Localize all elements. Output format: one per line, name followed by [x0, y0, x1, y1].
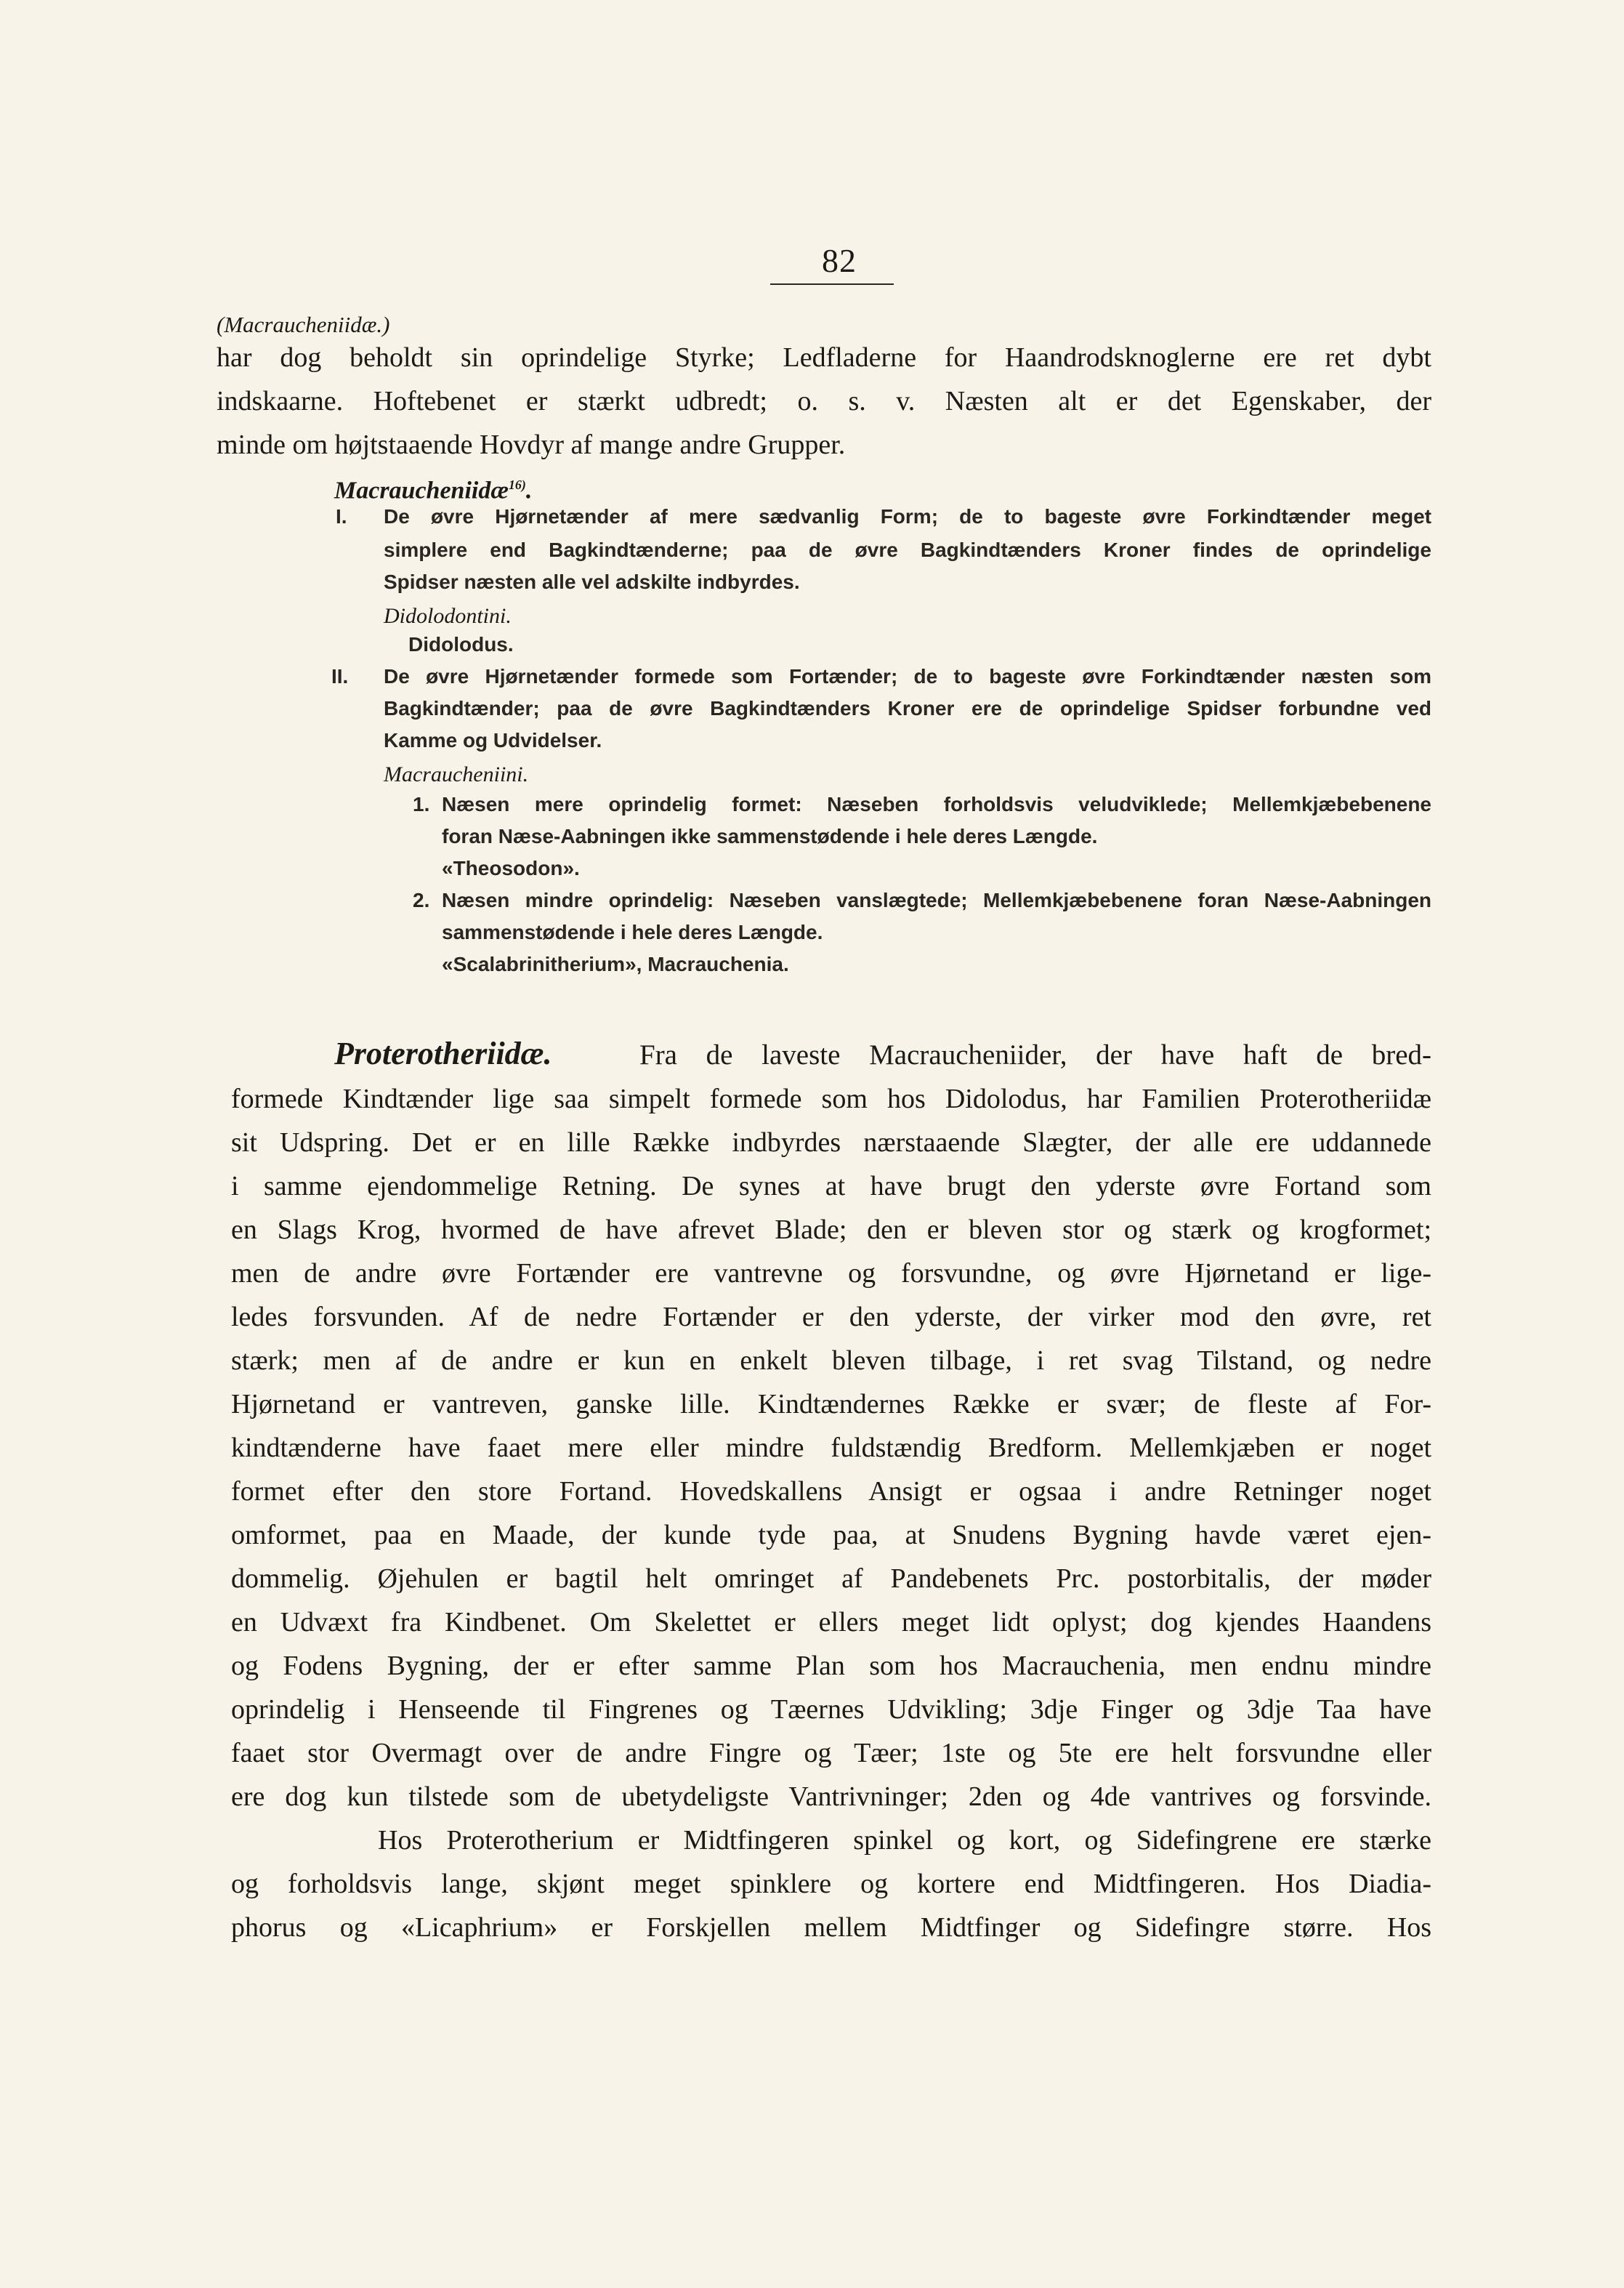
proto-line-19: Hos Proterotherium er Midtfingeren spinkel og kort, og Sidefingrene ere stærke: [378, 1825, 1431, 1856]
proto-line-1: Fra de laveste Macraucheniider, der have haft de bred-: [639, 1039, 1431, 1071]
page-number-rule: [770, 283, 894, 285]
sub1-line-1: Næsen mere oprindelig formet: Næseben forholdsvis veludviklede; Mellemkjæbebenene: [442, 793, 1431, 815]
footnote-marker: 16): [508, 478, 526, 492]
sub2-line-1: Næsen mindre oprindelig: Næseben vanslægtede; Mellemkjæbebenene foran Næse-Aabningen: [442, 889, 1431, 911]
proto-line-21: phorus og «Licaphrium» er Forskjellen mellem Midtfinger og Sidefingre større. Hos: [231, 1912, 1431, 1943]
proto-line-15: og Fodens Bygning, der er efter samme Plan som hos Macrauchenia, men endnu mindre: [231, 1651, 1431, 1681]
proto-line-2: formede Kindtænder lige saa simpelt formede som hos Didolodus, har Familien Proterotheriidæ: [231, 1084, 1431, 1114]
proto-line-18: ere dog kun tilstede som de ubetydeligste Vantrivninger; 2den og 4de vantrives og forsvinde.: [231, 1781, 1431, 1812]
group-ii-line-3: Kamme og Udvidelser.: [384, 729, 602, 752]
family-heading: Macraucheniidæ$^{16)}$.: [334, 477, 533, 504]
proterotheriidae-heading: Proterotheriidæ.: [334, 1036, 552, 1071]
proto-line-4: i samme ejendommelige Retning. De synes at have brugt den yderste øvre Fortand som: [231, 1171, 1431, 1201]
sub1-line-2: foran Næse-Aabningen ikke sammenstødende i hele deres Længde.: [442, 825, 1098, 847]
intro-line-1: har dog beholdt sin oprindelige Styrke; Ledfladerne for Haandrodsknoglerne ere ret dybt: [217, 342, 1431, 373]
group-i-line-2: simplere end Bagkindtænderne; paa de øvre Bagkindtænders Kroner findes de oprindelige: [384, 539, 1431, 561]
proto-line-6: men de andre øvre Fortænder ere vantrevne og forsvundne, og øvre Hjørnetand er lige-: [231, 1258, 1431, 1289]
proto-line-10: kindtænderne have faaet mere eller mindre fuldstændig Bredform. Mellemkjæben er noget: [231, 1433, 1431, 1463]
proto-line-16: oprindelig i Henseende til Fingrenes og Tæernes Udvikling; 3dje Finger og 3dje Taa have: [231, 1694, 1431, 1725]
proto-line-13: dommelig. Øjehulen er bagtil helt omringet af Pandebenets Prc. postorbitalis, der møder: [231, 1563, 1431, 1594]
sub2-number: 2.: [413, 889, 430, 911]
proto-line-11: formet efter den store Fortand. Hovedskallens Ansigt er ogsaa i andre Retninger noget: [231, 1476, 1431, 1507]
proto-line-12: omformet, paa en Maade, der kunde tyde paa, at Snudens Bygning havde været ejen-: [231, 1520, 1431, 1550]
group-ii-numeral: II.: [331, 665, 349, 688]
tribe-didolodontini: Didolodontini.: [384, 604, 512, 628]
proto-line-7: ledes forsvunden. Af de nedre Fortænder er den yderste, der virker mod den øvre, ret: [231, 1302, 1431, 1332]
intro-line-3: minde om højtstaaende Hovdyr af mange andre Grupper.: [217, 430, 846, 460]
group-ii-line-1: De øvre Hjørnetænder formede som Fortænder; de to bageste øvre Forkindtænder næsten som: [384, 665, 1431, 688]
page-number: 82: [822, 242, 857, 279]
genus-didolodus: Didolodus.: [408, 633, 514, 656]
group-ii-line-2: Bagkindtænder; paa de øvre Bagkindtænders Kroner ere de oprindelige Spidser forbundne ved: [384, 697, 1431, 720]
proto-line-14: en Udvæxt fra Kindbenet. Om Skelettet er ellers meget lidt oplyst; dog kjendes Haandens: [231, 1607, 1431, 1638]
genus-theosodon: «Theosodon».: [442, 857, 580, 879]
proto-line-20: og forholdsvis lange, skjønt meget spinklere og kortere end Midtfingeren. Hos Diadia-: [231, 1869, 1431, 1899]
tribe-macraucheniini: Macraucheniini.: [384, 762, 529, 786]
sub1-number: 1.: [413, 793, 430, 815]
group-i-line-1: De øvre Hjørnetænder af mere sædvanlig Form; de to bageste øvre Forkindtænder meget: [384, 505, 1431, 528]
family-heading-text: Macraucheniidæ: [334, 477, 509, 504]
proto-line-17: faaet stor Overmagt over de andre Fingre og Tæer; 1ste og 5te ere helt forsvundne eller: [231, 1738, 1431, 1768]
intro-line-2: indskaarne. Hoftebenet er stærkt udbredt; o. s. v. Næsten alt er det Egenskaber, der: [217, 386, 1431, 416]
proto-line-3: sit Udspring. Det er en lille Række indbyrdes nærstaaende Slægter, der alle ere uddannede: [231, 1127, 1431, 1158]
group-i-numeral: I.: [336, 505, 347, 528]
proto-line-9: Hjørnetand er vantreven, ganske lille. Kindtændernes Række er svær; de fleste af For-: [231, 1389, 1431, 1419]
proto-line-8: stærk; men af de andre er kun en enkelt bleven tilbage, i ret svag Tilstand, og nedre: [231, 1345, 1431, 1376]
genus-scalabrinitherium-macrauchenia: «Scalabrinitherium», Macrauchenia.: [442, 953, 789, 975]
group-i-line-3: Spidser næsten alle vel adskilte indbyrdes.: [384, 571, 800, 593]
proto-line-5: en Slags Krog, hvormed de have afrevet Blade; den er bleven stor og stærk og krogformet;: [231, 1215, 1431, 1245]
running-label: (Macraucheniidæ.): [217, 312, 390, 337]
sub2-line-2: sammenstødende i hele deres Længde.: [442, 921, 823, 943]
